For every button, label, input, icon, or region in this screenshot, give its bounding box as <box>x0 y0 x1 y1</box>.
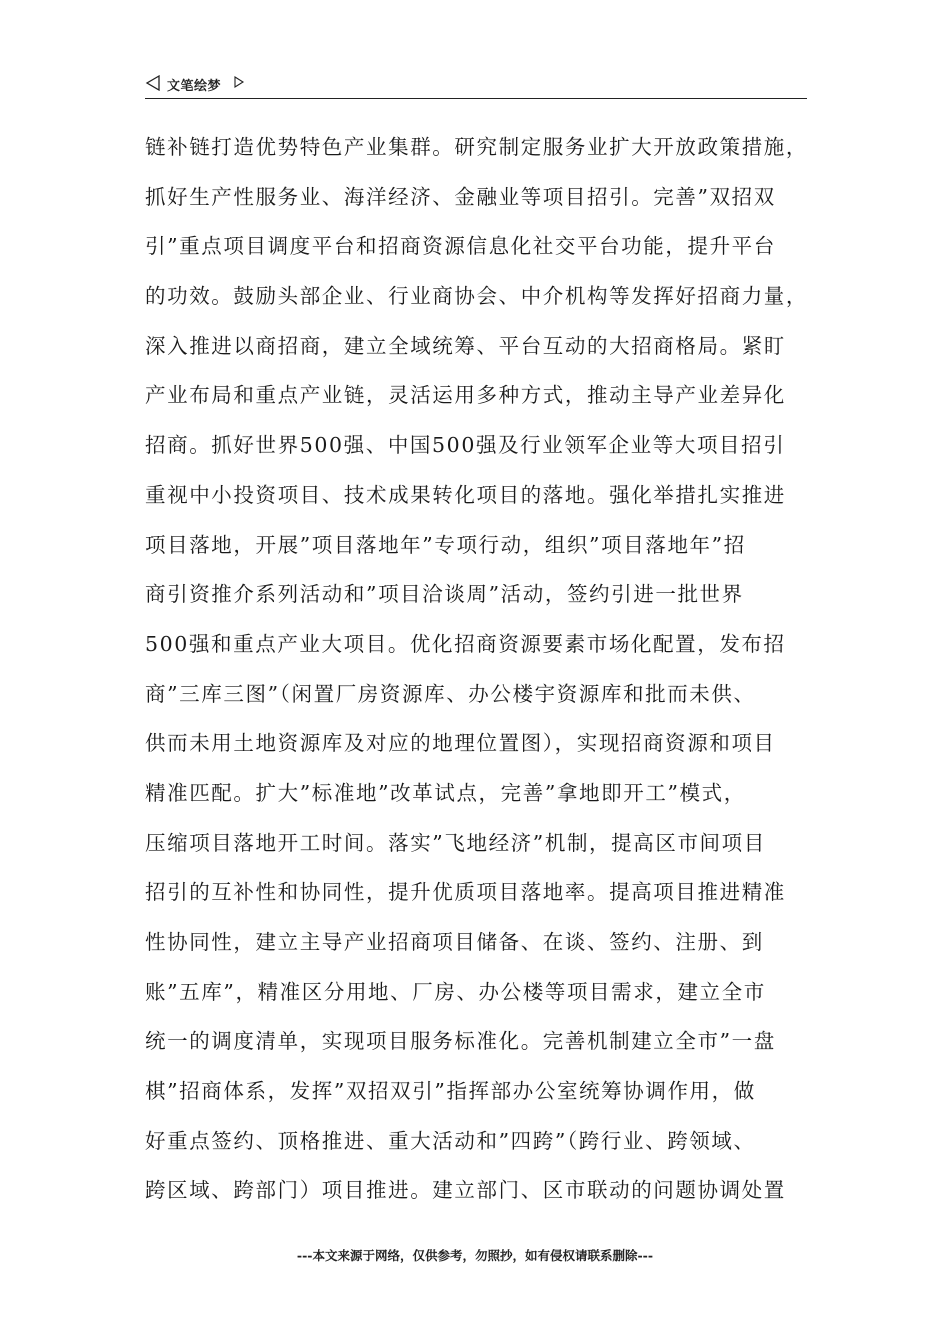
text-line: 统一的调度清单，实现项目服务标准化。完善机制建立全市”一盘 <box>145 1029 776 1054</box>
text-line: 压缩项目落地开工时间。落实”飞地经济”机制，提高区市间项目 <box>145 830 766 855</box>
text-line: 商引资推介系列活动和”项目洽谈周”活动，签约引进一批世界 <box>145 582 744 607</box>
triangle-right-outline-icon <box>233 76 245 88</box>
text-line: 招商。抓好世界500强、中国500强及行业领军企业等大项目招引 <box>145 433 786 458</box>
text-line: 500强和重点产业大项目。优化招商资源要素市场化配置，发布招 <box>145 631 786 656</box>
text-line: 跨区域、跨部门）项目推进。建立部门、区市联动的问题协调处置 <box>145 1178 786 1203</box>
text-line: 招引的互补性和协同性，提升优质项目落地率。提高项目推进精准 <box>145 880 786 905</box>
text-line: 项目落地，开展”项目落地年”专项行动，组织”项目落地年”招 <box>145 532 746 557</box>
text-line: 链补链打造优势特色产业集群。研究制定服务业扩大开放政策措施， <box>145 135 808 159</box>
triangle-left-outline-icon <box>145 75 161 91</box>
text-line: 精准匹配。扩大”标准地”改革试点，完善”拿地即开工”模式， <box>145 780 746 805</box>
document-body <box>145 132 820 1225</box>
text-line: 的功效。鼓励头部企业、行业商协会、中介机构等发挥好招商力量， <box>145 284 808 309</box>
text-line: 商”三库三图”（闲置厂房资源库、办公楼宇资源库和批而未供、 <box>145 681 756 706</box>
text-line: 深入推进以商招商，建立全域统筹、平台互动的大招商格局。紧盯 <box>145 333 786 358</box>
text-line: 好重点签约、顶格推进、重大活动和”四跨”（跨行业、跨领域、 <box>145 1128 756 1153</box>
text-line: 引”重点项目调度平台和招商资源信息化社交平台功能，提升平台 <box>145 234 776 259</box>
text-line: 棋”招商体系，发挥”双招双引”指挥部办公室统筹协调作用，做 <box>145 1079 756 1104</box>
text-line: 性协同性，建立主导产业招商项目储备、在谈、签约、注册、到 <box>145 930 764 954</box>
header-title: 文笔绘梦 <box>167 79 222 94</box>
text-line: 抓好生产性服务业、海洋经济、金融业等项目招引。完善”双招双 <box>145 184 776 209</box>
footer-disclaimer: ---本文来源于网络，仅供参考，勿照抄，如有侵权请联系删除--- <box>296 1248 654 1263</box>
text-line: 重视中小投资项目、技术成果转化项目的落地。强化举措扎实推进 <box>145 482 786 507</box>
page-header <box>145 72 807 99</box>
text-line: 产业布局和重点产业链，灵活运用多种方式，推动主导产业差异化 <box>145 383 786 408</box>
text-line: 供而未用土地资源库及对应的地理位置图），实现招商资源和项目 <box>145 731 776 756</box>
text-line: 账”五库”，精准区分用地、厂房、办公楼等项目需求，建立全市 <box>145 979 766 1004</box>
